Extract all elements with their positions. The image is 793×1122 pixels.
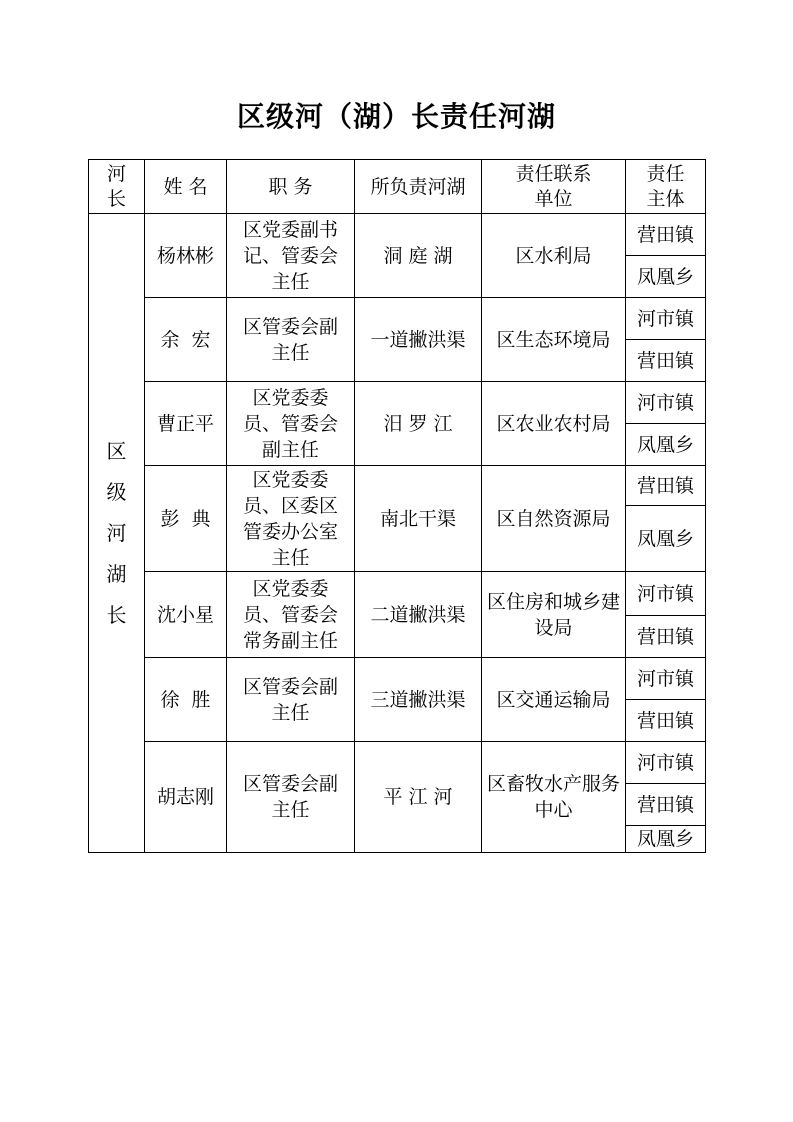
name-cell: 杨林彬 [145,214,227,298]
unit-cell: 区住房和城乡建设局 [482,572,626,658]
subject-cell: 营田镇 [626,466,706,506]
header-name: 姓 名 [145,160,227,214]
river-cell: 洞 庭 湖 [355,214,482,298]
subject-cell: 河市镇 [626,572,706,616]
header-river: 所负责河湖 [355,160,482,214]
subject-cell: 凤凰乡 [626,256,706,298]
header-level: 河长 [89,160,145,214]
header-unit: 责任联系 单位 [482,160,626,214]
subject-cell: 营田镇 [626,214,706,256]
river-cell: 南北干渠 [355,466,482,572]
header-row [89,160,706,214]
name-cell: 余 宏 [145,298,227,382]
table-row [89,572,706,616]
subject-cell: 河市镇 [626,742,706,784]
table-row [89,742,706,784]
table-row [89,214,706,256]
subject-cell: 河市镇 [626,298,706,340]
table-row [89,298,706,340]
duty-cell: 区管委会副主任 [227,658,355,742]
unit-cell: 区交通运输局 [482,658,626,742]
subject-cell: 营田镇 [626,340,706,382]
name-cell: 沈小星 [145,572,227,658]
subject-cell: 河市镇 [626,382,706,424]
duty-cell: 区党委委员、区委区管委办公室主任 [227,466,355,572]
name-cell: 徐 胜 [145,658,227,742]
name-cell: 彭 典 [145,466,227,572]
subject-cell: 营田镇 [626,784,706,826]
unit-cell: 区畜牧水产服务中心 [482,742,626,853]
river-cell: 二道撇洪渠 [355,572,482,658]
name-cell: 曹正平 [145,382,227,466]
duty-cell: 区党委副书记、管委会主任 [227,214,355,298]
duty-cell: 区管委会副主任 [227,742,355,853]
header-duty: 职 务 [227,160,355,214]
subject-cell: 营田镇 [626,616,706,658]
subject-cell: 营田镇 [626,700,706,742]
unit-cell: 区农业农村局 [482,382,626,466]
table-row [89,466,706,506]
unit-cell: 区生态环境局 [482,298,626,382]
river-cell: 三道撇洪渠 [355,658,482,742]
subject-cell: 河市镇 [626,658,706,700]
table-row [89,382,706,424]
river-chief-table [88,159,706,853]
subject-cell: 凤凰乡 [626,506,706,572]
duty-cell: 区党委委员、管委会常务副主任 [227,572,355,658]
river-cell: 平 江 河 [355,742,482,853]
subject-cell: 凤凰乡 [626,424,706,466]
level-cell: 区级河湖长 [89,214,145,853]
river-cell: 汨 罗 江 [355,382,482,466]
name-cell: 胡志刚 [145,742,227,853]
unit-cell: 区水利局 [482,214,626,298]
duty-cell: 区管委会副主任 [227,298,355,382]
subject-cell: 凤凰乡 [626,826,706,853]
table-row [89,658,706,700]
river-cell: 一道撇洪渠 [355,298,482,382]
duty-cell: 区党委委员、管委会副主任 [227,382,355,466]
unit-cell: 区自然资源局 [482,466,626,572]
header-subject: 责任 主体 [626,160,706,214]
page-title: 区级河（湖）长责任河湖 [236,100,556,133]
